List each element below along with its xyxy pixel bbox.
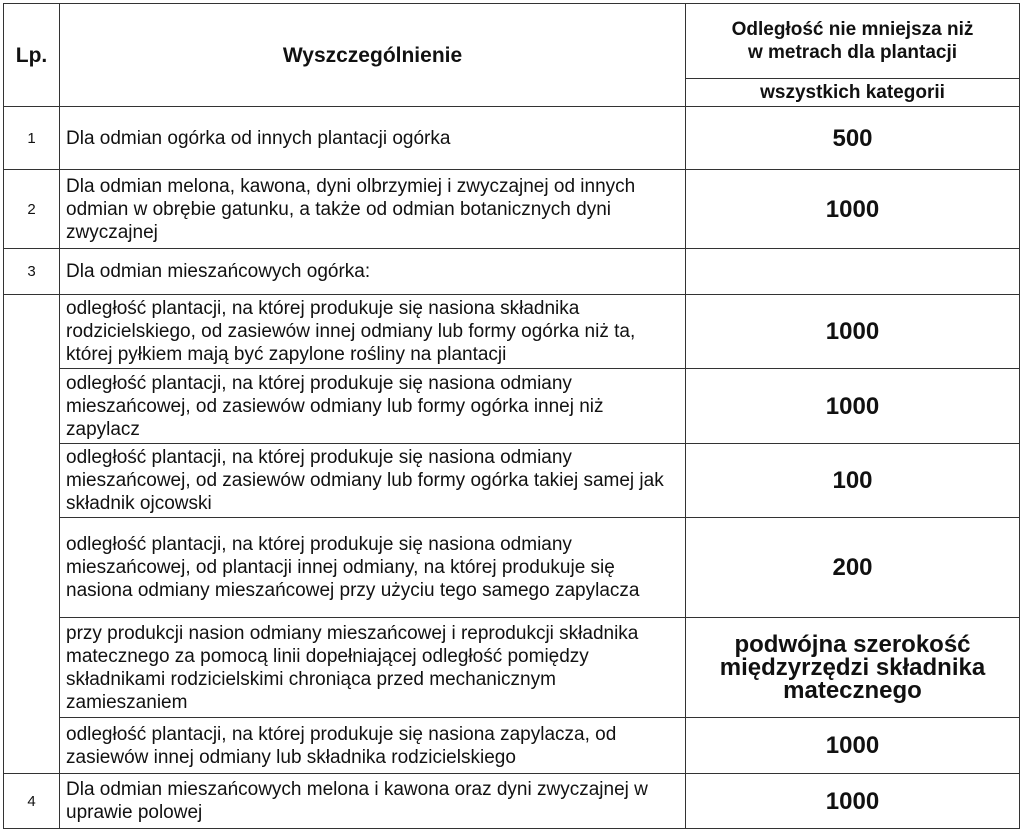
header-distance-line1: Odległość nie mniejsza niż xyxy=(731,19,974,40)
table-row xyxy=(4,249,1020,295)
header-distance xyxy=(686,4,1020,79)
row-description: odległość plantacji, na której produkuje się nasiona odmiany mieszańcowej, od zasiewów odmiany lub formy ogórka innej niż zapylacz xyxy=(60,369,686,444)
row-description: Dla odmian mieszańcowych melona i kawona oraz dyni zwyczajnej w uprawie polowej xyxy=(60,774,686,829)
row-value: 1000 xyxy=(686,369,1020,444)
row-number: 2 xyxy=(4,170,60,249)
row-value: 1000 xyxy=(686,170,1020,249)
table-row xyxy=(4,170,1020,249)
table-row xyxy=(4,444,1020,518)
row-value: 100 xyxy=(686,444,1020,518)
table-row xyxy=(4,774,1020,829)
row-description: odległość plantacji, na której produkuje się nasiona zapylacza, od zasiewów innej odmiany lub składnika rodzicielskiego xyxy=(60,718,686,774)
row-value: 1000 xyxy=(686,295,1020,369)
table-row xyxy=(4,369,1020,444)
row-description: Dla odmian ogórka od innych plantacji ogórka xyxy=(60,107,686,170)
table-row xyxy=(4,718,1020,774)
table-row xyxy=(4,518,1020,618)
row-number: 3 xyxy=(4,249,60,295)
row-description: odległość plantacji, na której produkuje się nasiona odmiany mieszańcowej, od plantacji innej odmiany, na której produkuje się nasiona odmiany mieszańcowej przy użyciu tego samego zapylacza xyxy=(60,518,686,618)
row-description: Dla odmian mieszańcowych ogórka: xyxy=(60,249,686,295)
row-value: 1000 xyxy=(686,774,1020,829)
row-description: przy produkcji nasion odmiany mieszańcowej i reprodukcji składnika matecznego za pomocą linii dopełniającej odległość pomiędzy składnikami rodzicielskimi chroniąca przed mechanicznym zamieszaniem xyxy=(60,618,686,718)
row-number: 4 xyxy=(4,774,60,829)
table-header-row xyxy=(4,4,1020,79)
row-description: odległość plantacji, na której produkuje się nasiona składnika rodzicielskiego, od zasiewów innej odmiany lub formy ogórka niż ta, której pyłkiem mają być zapylone rośliny na plantacji xyxy=(60,295,686,369)
row-value: 200 xyxy=(686,518,1020,618)
row-number: 1 xyxy=(4,107,60,170)
table-row xyxy=(4,618,1020,718)
isolation-distance-table xyxy=(3,3,1020,829)
row-value: podwójna szerokość międzyrzędzi składnika matecznego xyxy=(686,618,1020,718)
row-number-empty xyxy=(4,295,60,774)
table-row xyxy=(4,295,1020,369)
row-description: Dla odmian melona, kawona, dyni olbrzymiej i zwyczajnej od innych odmian w obrębie gatunku, a także od odmian botanicznych dyni zwyczajnej xyxy=(60,170,686,249)
row-description: odległość plantacji, na której produkuje się nasiona odmiany mieszańcowej, od zasiewów odmiany lub formy ogórka takiej samej jak składnik ojcowski xyxy=(60,444,686,518)
header-distance-line2: w metrach dla plantacji xyxy=(747,42,958,63)
header-lp: Lp. xyxy=(4,4,60,107)
table-row xyxy=(4,107,1020,170)
header-description: Wyszczególnienie xyxy=(60,4,686,107)
header-distance-subtitle: wszystkich kategorii xyxy=(686,79,1020,107)
row-value-empty xyxy=(686,249,1020,295)
row-value: 1000 xyxy=(686,718,1020,774)
row-value: 500 xyxy=(686,107,1020,170)
